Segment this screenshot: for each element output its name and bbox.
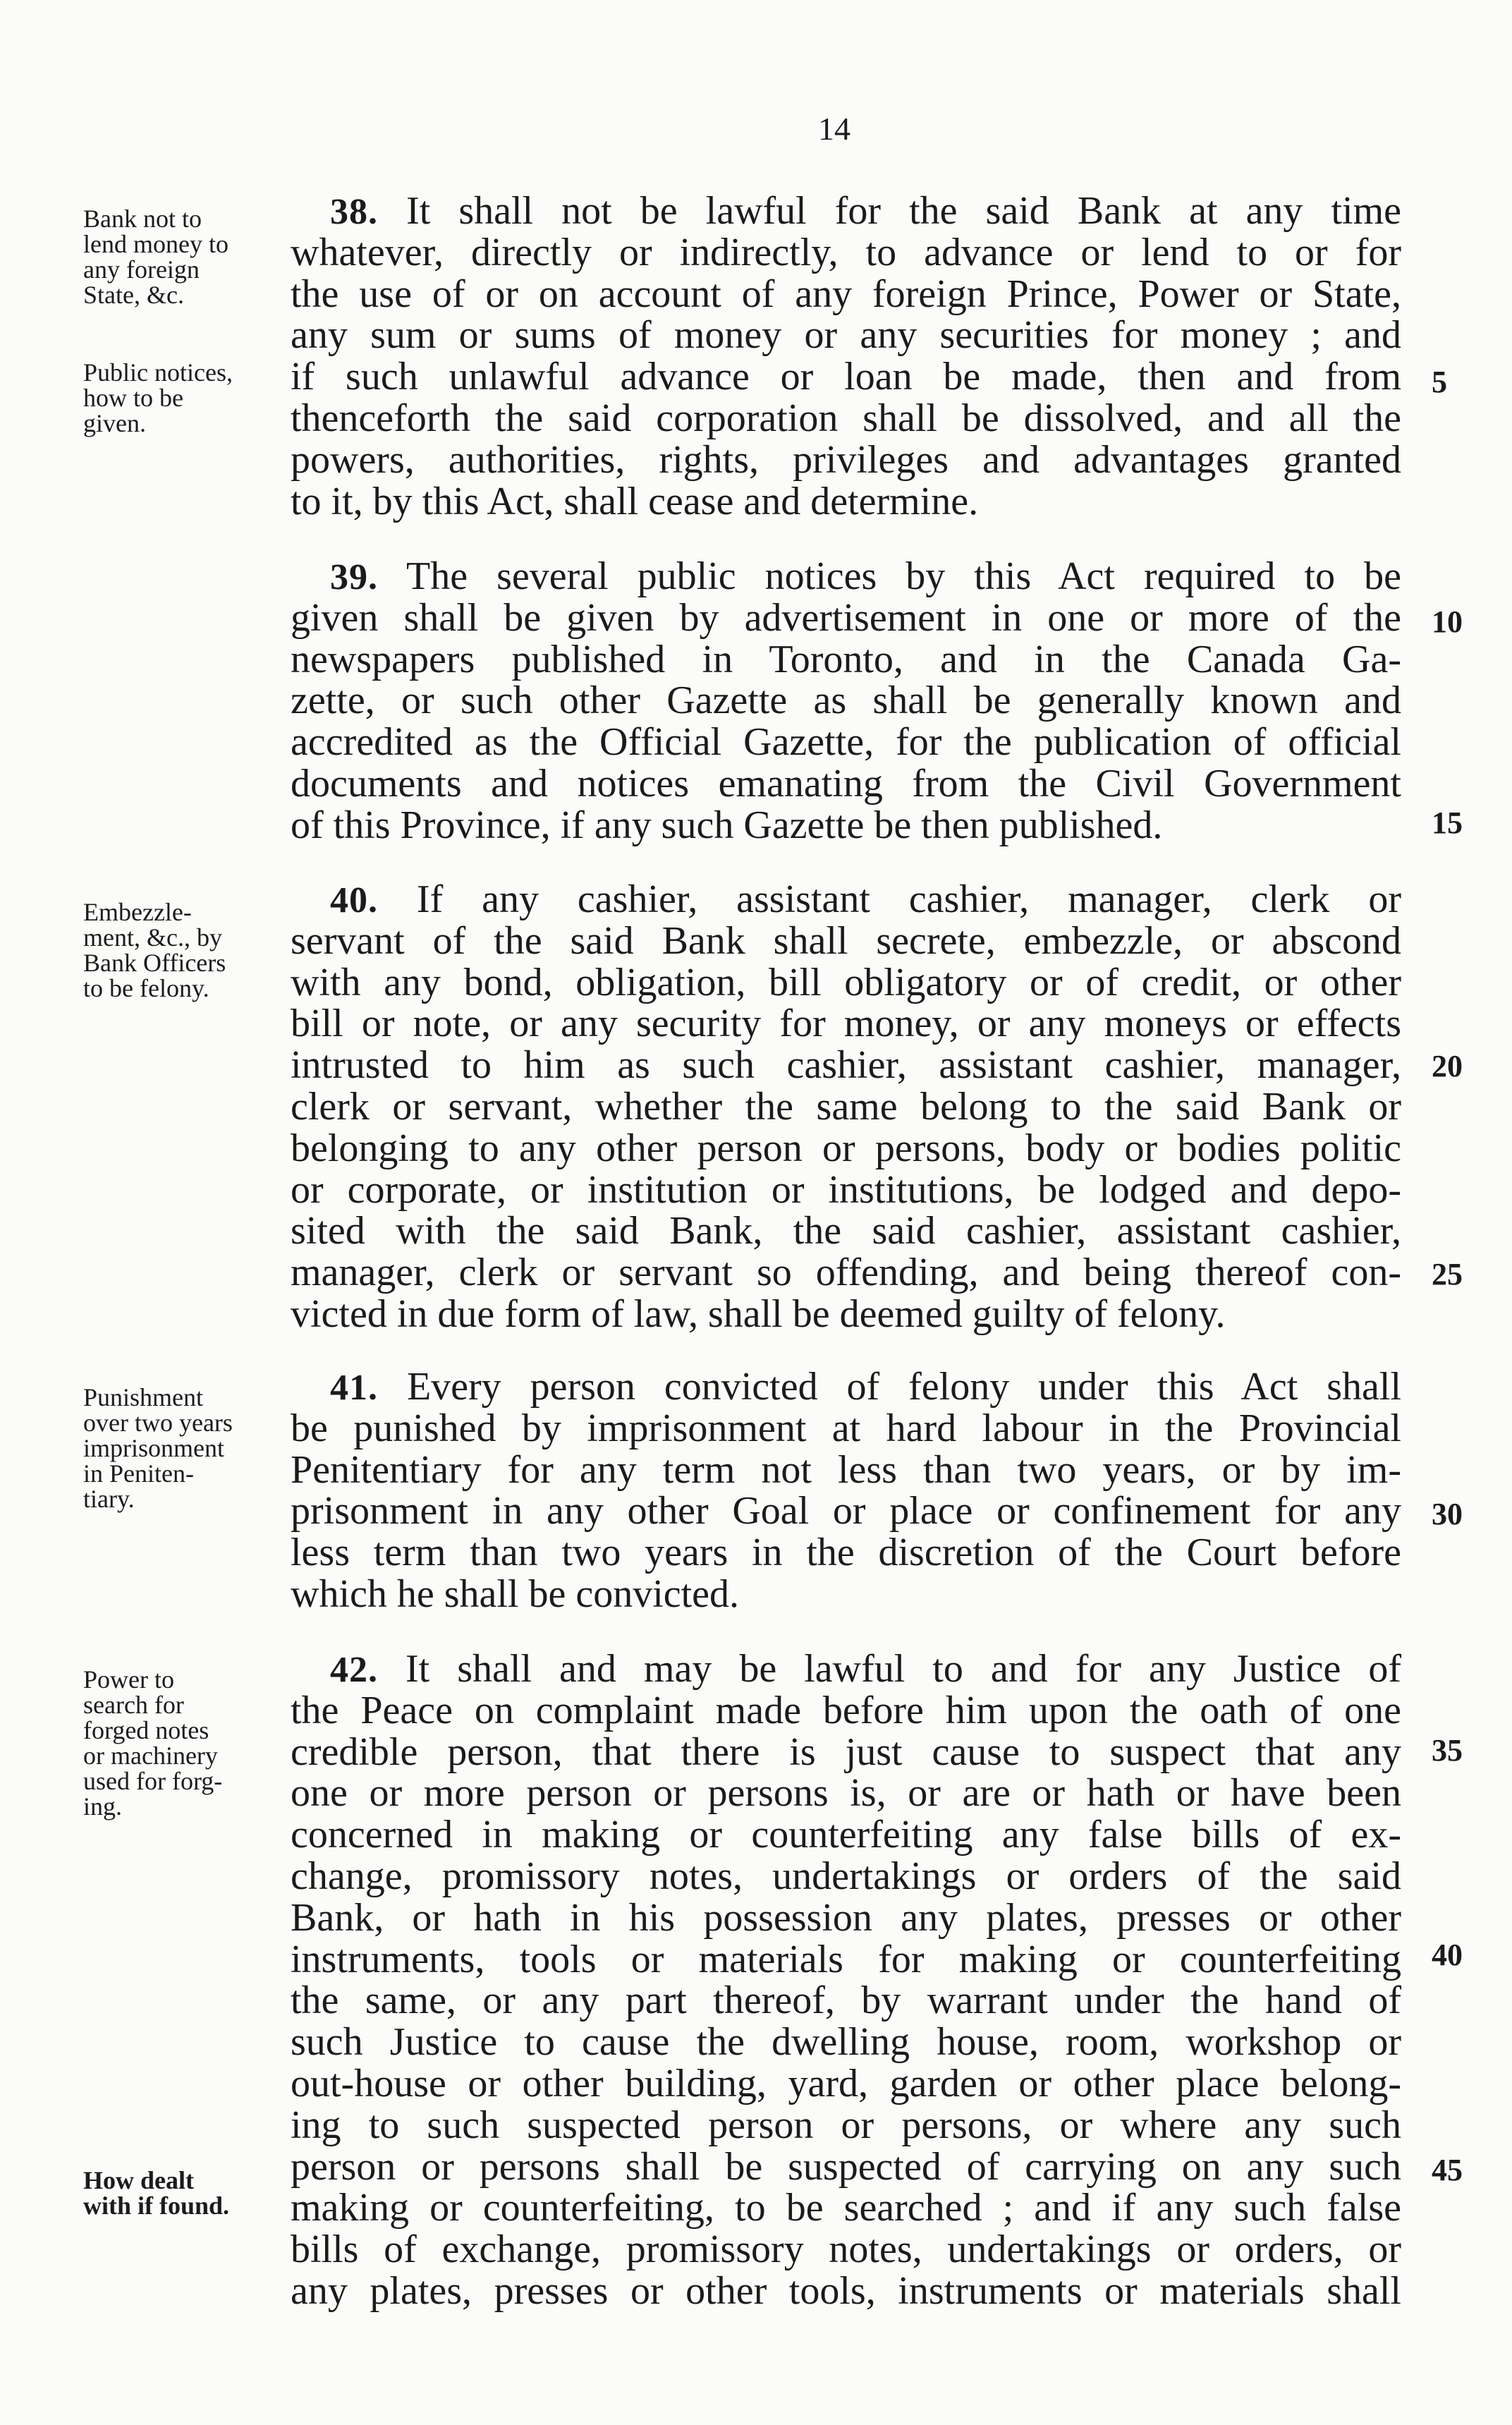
line-number: 35 xyxy=(1432,1733,1463,1768)
margin-note: Power to search for forged notes or machinery used for forg- ing. xyxy=(83,1665,223,1821)
text-line: powers, authorities, rights, privileges and advantages granted xyxy=(291,437,1401,482)
text-line: Penitentiary for any term not less than two years, or by im- xyxy=(291,1447,1401,1492)
text-line: 39. The several public notices by this Act required to be xyxy=(330,554,1401,598)
text-line: ing to such suspected person or persons, or where any such xyxy=(291,2103,1401,2147)
section-42 xyxy=(291,1648,1401,2312)
text-line: with any bond, obligation, bill obligatory or of credit, or other xyxy=(291,960,1401,1004)
text-line: 41. Every person convicted of felony under this Act shall xyxy=(330,1365,1401,1409)
line-number: 20 xyxy=(1432,1049,1463,1083)
text-line: newspapers published in Toronto, and in the Canada Ga- xyxy=(291,637,1401,681)
text-line: prisonment in any other Goal or place or confinement for any xyxy=(291,1489,1401,1533)
text-line: documents and notices emanating from the Civil Government xyxy=(291,761,1401,806)
text-line: instruments, tools or materials for making or counterfeiting xyxy=(291,1937,1401,1981)
text-line: less term than two years in the discretion of the Court before xyxy=(291,1531,1401,1575)
section-number: 39. xyxy=(330,557,378,597)
text-line: thenceforth the said corporation shall be dissolved, and all the xyxy=(291,396,1401,440)
section-40 xyxy=(291,879,1401,1335)
section-number: 38. xyxy=(330,192,378,232)
text-line: victed in due form of law, shall be deemed guilty of felony. xyxy=(291,1291,1226,1336)
text-line: clerk or servant, whether the same belong to the said Bank or xyxy=(291,1084,1401,1129)
text-line: which he shall be convicted. xyxy=(291,1572,740,1616)
margin-note: Bank not to lend money to any foreign State, &c. xyxy=(83,205,228,309)
line-number: 30 xyxy=(1432,1497,1463,1531)
text-line: Bank, or hath in his possession any plates, presses or other xyxy=(291,1895,1401,1940)
line-number: 45 xyxy=(1432,2153,1463,2187)
text-line: accredited as the Official Gazette, for the publication of official xyxy=(291,720,1401,765)
line-number: 25 xyxy=(1432,1257,1463,1291)
text-line: whatever, directly or indirectly, to advance or lend to or for xyxy=(291,230,1401,274)
text-line: such Justice to cause the dwelling house, room, workshop or xyxy=(291,2020,1401,2065)
text-line: of this Province, if any such Gazette be then published. xyxy=(291,803,1163,847)
text-line: 38. It shall not be lawful for the said Bank at any time xyxy=(330,189,1402,233)
section-38 xyxy=(291,190,1401,522)
text-line: to it, by this Act, shall cease and determine. xyxy=(291,479,979,523)
line-number: 10 xyxy=(1432,604,1463,639)
section-number: 40. xyxy=(330,880,378,920)
line-number: 15 xyxy=(1432,806,1463,840)
line-number: 40 xyxy=(1432,1938,1463,1972)
text-line: sited with the said Bank, the said cashier, assistant cashier, xyxy=(291,1209,1401,1253)
text-line: the Peace on complaint made before him upon the oath of one xyxy=(291,1688,1401,1732)
text-line: bill or note, or any security for money, or any moneys or effects xyxy=(291,1002,1401,1046)
text-line: if such unlawful advance or loan be made, then and from xyxy=(291,355,1401,399)
text-line: servant of the said Bank shall secrete, embezzle, or abscond xyxy=(291,918,1401,963)
margin-note: Punishment over two years imprisonment in Peniten- tiary. xyxy=(83,1383,233,1513)
line-number: 5 xyxy=(1432,365,1447,399)
text-line: bills of exchange, promissory notes, undertakings or orders, or xyxy=(291,2228,1401,2272)
section-39 xyxy=(291,556,1401,846)
text-line: be punished by imprisonment at hard labour in the Provincial xyxy=(291,1406,1401,1450)
section-number: 41. xyxy=(330,1368,378,1408)
text-line: the use of or on account of any foreign Prince, Power or State, xyxy=(291,272,1401,316)
text-line: person or persons shall be suspected of carrying on any such xyxy=(291,2144,1401,2189)
text-line: intrusted to him as such cashier, assistant cashier, manager, xyxy=(291,1043,1401,1088)
text-line: or corporate, or institution or institutions, be lodged and depo- xyxy=(291,1167,1401,1212)
text-line: 42. It shall and may be lawful to and for any Justice of xyxy=(330,1647,1402,1691)
margin-note: Embezzle- ment, &c., by Bank Officers to be felony. xyxy=(83,898,226,1002)
text-line: zette, or such other Gazette as shall be generally known and xyxy=(291,679,1401,723)
text-line: 40. If any cashier, assistant cashier, manager, clerk or xyxy=(330,877,1401,921)
text-line: credible person, that there is just cause to suspect that any xyxy=(291,1730,1401,1774)
text-line: one or more person or persons is, or are or hath or have been xyxy=(291,1771,1401,1816)
text-line: the same, or any part thereof, by warrant under the hand of xyxy=(291,1979,1401,2023)
text-line: belonging to any other person or persons, body or bodies politic xyxy=(291,1126,1401,1170)
text-line: manager, clerk or servant so offending, and being thereof con- xyxy=(291,1251,1401,1295)
text-line: any sum or sums of money or any securities for money ; and xyxy=(291,313,1401,358)
text-line: given shall be given by advertisement in one or more of the xyxy=(291,595,1401,640)
text-line: making or counterfeiting, to be searched ; and if any such false xyxy=(291,2186,1401,2230)
margin-note: How dealt with if found. xyxy=(83,2166,230,2220)
section-number: 42. xyxy=(330,1650,378,1690)
section-41 xyxy=(291,1366,1401,1615)
text-line: change, promissory notes, undertakings or orders of the said xyxy=(291,1854,1401,1898)
margin-note: Public notices, how to be given. xyxy=(83,358,233,437)
page-number: 14 xyxy=(818,111,850,147)
text-line: concerned in making or counterfeiting any false bills of ex- xyxy=(291,1813,1401,1857)
text-line: any plates, presses or other tools, instruments or materials shall xyxy=(291,2268,1401,2313)
text-line: out-house or other building, yard, garden or other place belong- xyxy=(291,2061,1401,2105)
